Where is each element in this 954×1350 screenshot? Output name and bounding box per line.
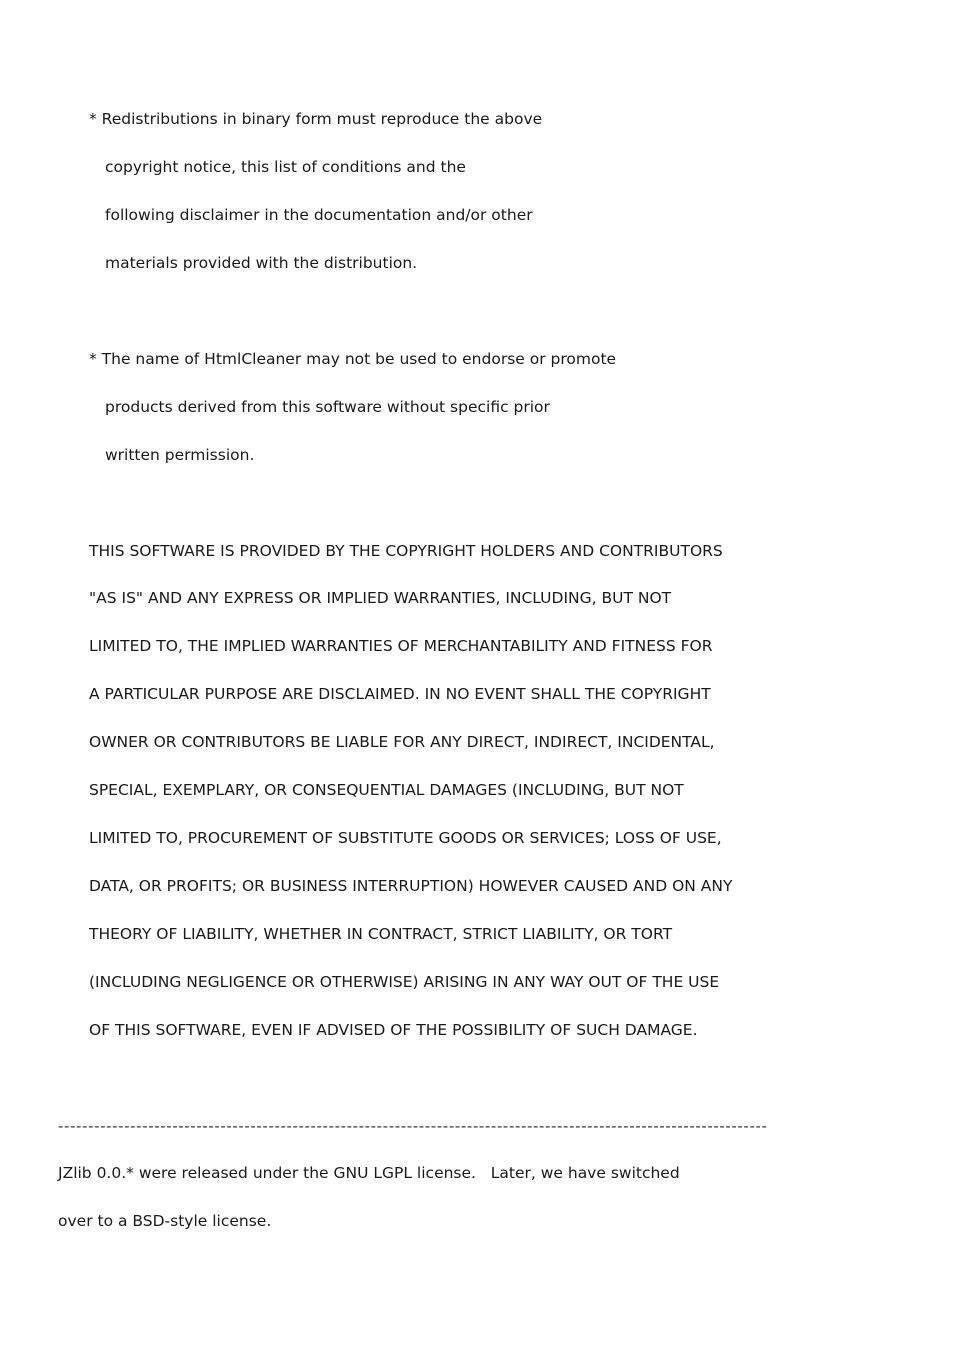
disclaimer-line-10: (INCLUDING NEGLIGENCE OR OTHERWISE) ARISING IN ANY WAY OUT OF THE USE — [89, 973, 720, 991]
disclaimer-line-3: LIMITED TO, THE IMPLIED WARRANTIES OF MERCHANTABILITY AND FITNESS FOR — [89, 637, 713, 655]
clause-binary-line-3: following disclaimer in the documentation and/or other — [105, 206, 533, 224]
disclaimer-line-4: A PARTICULAR PURPOSE ARE DISCLAIMED. IN NO EVENT SHALL THE COPYRIGHT — [89, 685, 711, 703]
clause-name-line-1: * The name of HtmlCleaner may not be used to endorse or promote — [89, 350, 617, 368]
disclaimer-line-1: THIS SOFTWARE IS PROVIDED BY THE COPYRIGHT HOLDERS AND CONTRIBUTORS — [89, 542, 723, 560]
section-divider: ---------------------------------------------------------------------------------------------------------------------- — [58, 1117, 768, 1135]
clause-binary-line-1: * Redistributions in binary form must reproduce the above — [89, 110, 543, 128]
jzlib-note-line-1: JZlib 0.0.* were released under the GNU LGPL license. Later, we have switched — [58, 1164, 680, 1182]
disclaimer-line-8: DATA, OR PROFITS; OR BUSINESS INTERRUPTION) HOWEVER CAUSED AND ON ANY — [89, 877, 733, 895]
clause-name-line-3: written permission. — [105, 446, 255, 464]
disclaimer-line-7: LIMITED TO, PROCUREMENT OF SUBSTITUTE GOODS OR SERVICES; LOSS OF USE, — [89, 829, 722, 847]
jzlib-note-line-2: over to a BSD-style license. — [58, 1212, 272, 1230]
disclaimer-line-11: OF THIS SOFTWARE, EVEN IF ADVISED OF THE POSSIBILITY OF SUCH DAMAGE. — [89, 1021, 698, 1039]
disclaimer-line-6: SPECIAL, EXEMPLARY, OR CONSEQUENTIAL DAMAGES (INCLUDING, BUT NOT — [89, 781, 684, 799]
clause-binary-line-4: materials provided with the distribution. — [105, 254, 418, 272]
clause-name-line-2: products derived from this software without specific prior — [105, 398, 550, 416]
disclaimer-line-9: THEORY OF LIABILITY, WHETHER IN CONTRACT, STRICT LIABILITY, OR TORT — [89, 925, 673, 943]
clause-binary-line-2: copyright notice, this list of conditions and the — [105, 158, 466, 176]
disclaimer-line-2: "AS IS" AND ANY EXPRESS OR IMPLIED WARRANTIES, INCLUDING, BUT NOT — [89, 589, 672, 607]
disclaimer-line-5: OWNER OR CONTRIBUTORS BE LIABLE FOR ANY DIRECT, INDIRECT, INCIDENTAL, — [89, 733, 715, 751]
